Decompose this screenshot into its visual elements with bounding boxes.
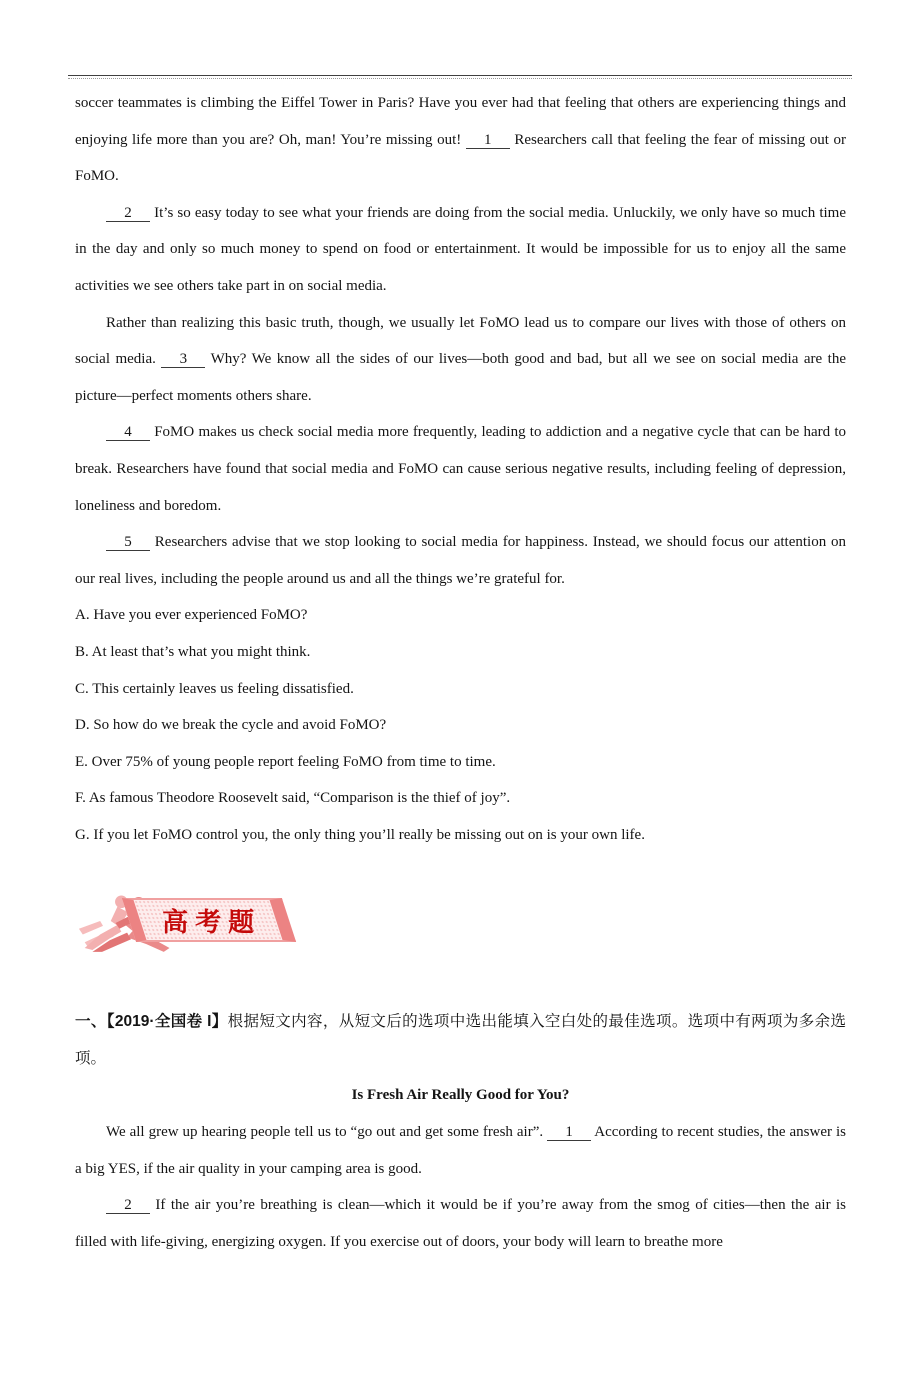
passage-title: Is Fresh Air Really Good for You? (351, 1087, 570, 1104)
section-heading (75, 1003, 846, 1077)
option-item: G. If you let FoMO control you, the only thing you’ll really be missing out on is your own life. (75, 826, 645, 843)
blank-5: 5 (106, 534, 150, 551)
blank-4: 4 (106, 424, 150, 441)
passage-paragraph: 2 If the air you’re breathing is clean—which it would be if you’re away from the smog of cities—then the air is filled with life-giving, energizing oxygen. If you exercise out of doors, your body will learn to breathe more (75, 1197, 846, 1250)
page-content (75, 85, 846, 1260)
option-item: A. Have you ever experienced FoMO? (75, 607, 308, 624)
passage-paragraph: 2 It’s so easy today to see what your friends are doing from the social media. Unluckily, we only have so much time in the day and only so much money to spend on food or entertainment. It would be impossible for us to enjoy all the same activities we see others take part in on social media. (75, 204, 846, 294)
passage-paragraph: 5 Researchers advise that we stop looking to social media for happiness. Instead, we should focus our attention on our real lives, including the people around us and all the things we’re grateful for. (75, 534, 846, 587)
option-item: B. At least that’s what you might think. (75, 643, 311, 660)
section-instructions: 根据短文内容，从短文后的选项中选出能填入空白处的最佳选项。选项中有两项为多余选项。 (75, 1013, 846, 1068)
exam-source-tag: 一、【2019·全国卷 I】 (75, 1013, 228, 1031)
passage-paragraph: 4 FoMO makes us check social media more frequently, leading to addiction and a negative cycle that can be hard to break. Researchers have found that social media and FoMO can cause serious negative results, including feeling of depression, loneliness and boredom. (75, 424, 846, 514)
blank-1: 1 (547, 1124, 591, 1141)
options-list (75, 597, 846, 853)
option-item: C. This certainly leaves us feeling dissatisfied. (75, 680, 354, 697)
passage-paragraph: Rather than realizing this basic truth, though, we usually let FoMO lead us to compare our lives with those of others on social media. 3 Why? We know all the sides of our lives—both good and bad, but all we see on social media are the picture—perfect moments others share. (75, 314, 847, 404)
blank-2: 2 (106, 205, 150, 222)
blank-2: 2 (106, 1197, 150, 1214)
banner-title: 高考题 (161, 906, 261, 937)
document-page (0, 75, 920, 1260)
passage-paragraph: soccer teammates is climbing the Eiffel Tower in Paris? Have you ever had that feeling that others are experiencing things and enjoying life more than you are? Oh, man! You’re missing out! 1 Researchers call that feeling the fear of missing out or FoMO. (75, 95, 846, 185)
page-header-divider (68, 75, 852, 79)
option-item: E. Over 75% of young people report feeling FoMO from time to time. (75, 753, 496, 770)
passage-paragraph: We all grew up hearing people tell us to “go out and get some fresh air”. 1 According to recent studies, the answer is a big YES, if the air quality in your camping area is good. (75, 1124, 846, 1177)
gaokao-banner (75, 889, 846, 955)
banner-ribbon (122, 898, 296, 942)
blank-3: 3 (161, 351, 205, 368)
option-item: D. So how do we break the cycle and avoid FoMO? (75, 717, 387, 734)
option-item: F. As famous Theodore Roosevelt said, “Comparison is the thief of joy”. (75, 790, 511, 807)
blank-1: 1 (466, 132, 510, 149)
